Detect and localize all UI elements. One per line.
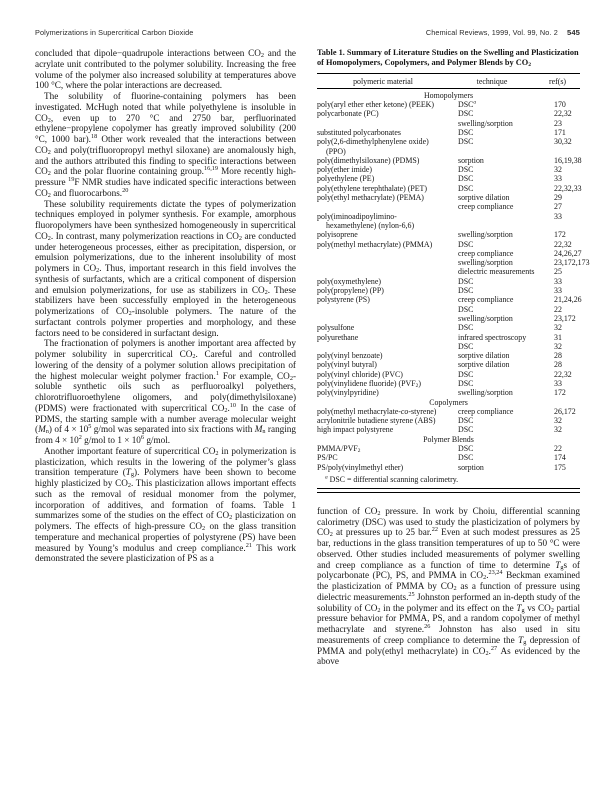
material-cell: poly(2,6-dimethylphenylene oxide) (PPO) — [317, 137, 429, 156]
table-row — [317, 128, 580, 137]
technique-refs-group — [458, 323, 580, 332]
table-section-header: Copolymers — [429, 397, 468, 407]
table-row — [317, 463, 580, 472]
table-entry-line — [458, 360, 580, 369]
table-entry-line — [458, 305, 580, 314]
material-cell: poly(dimethylsiloxane) (PDMS) — [317, 155, 420, 165]
refs-cell: 16,19,38 — [554, 155, 582, 165]
body-paragraph: concluded that dipole−quadrupole interactions between $CO_2$ and the acrylate unit contributed to the polymer solubility. Increasing the free volume of the polymer also increased solubility at temperatures above 100 °C, where the polar interactions are decreased. — [35, 48, 296, 91]
table-row — [317, 109, 580, 128]
material-cell: polysulfone — [317, 323, 355, 333]
refs-cell: 29 — [554, 193, 562, 203]
refs-cell: 172 — [554, 230, 566, 240]
technique-cell: creep compliance — [458, 406, 514, 416]
table-row — [317, 184, 580, 193]
technique-cell: swelling/sorption — [458, 388, 513, 398]
technique-refs-group — [458, 174, 580, 183]
material-cell: polyurethane — [317, 332, 359, 342]
technique-refs-group — [458, 407, 580, 416]
table-entry-line — [458, 425, 580, 434]
technique-refs-group — [458, 286, 580, 295]
refs-cell: 170 — [554, 100, 566, 110]
technique-refs-group — [458, 416, 580, 425]
refs-cell: 30,32 — [554, 137, 572, 147]
table-body — [317, 89, 590, 472]
technique-cell: swelling/sorption — [458, 118, 513, 128]
table-entry-line — [458, 240, 580, 249]
technique-refs-group — [458, 333, 580, 352]
table-entry-line — [458, 100, 580, 109]
technique-cell: DSC — [458, 239, 474, 249]
table-entry-line — [458, 295, 580, 304]
technique-refs-group — [458, 137, 580, 146]
technique-cell: dielectric measurements — [458, 267, 535, 277]
body-paragraph: These solubility requirements dictate the types of polymerization techniques employed in polymer synthesis. For example, amorphous fluoropolymers have been synthesized homogeneously in supercritical $CO_2$. In contrast, many polymerization reactions in $CO_2$ are conducted under heterogeneous processes, either as precipitation, dispersion, or emulsion polymerizations, due to the inherent insolubility of most polymers in $CO_2$. Thus, important research in this field involves the synthesis of surfactants, which are a critical component of dispersion and emulsion polymerizations, for use as stabilizers in $CO_2$. These stabilizers have been successfully employed in the heterogeneous polymerizations of $CO_2$-insoluble polymers. The nature of the surfactant controls polymer properties and morphology, and these factors need to be considered in surfactant design. — [35, 198, 296, 338]
refs-cell: 32 — [554, 323, 562, 333]
technique-cell: DSC$^a$ — [458, 99, 477, 110]
table-column-header — [317, 74, 580, 88]
refs-cell: 32 — [554, 416, 562, 426]
table-row — [317, 286, 580, 295]
table-entry-line — [458, 202, 580, 211]
material-cell: poly(vinyl benzoate) — [317, 351, 383, 361]
table-entry-line — [458, 119, 580, 128]
technique-refs-group — [458, 360, 580, 369]
refs-cell: 23,172 — [554, 313, 576, 323]
material-cell: polyisoprene — [317, 230, 358, 240]
material-cell: poly(vinylidene fluoride) $(PVF_2)$ — [317, 379, 421, 389]
technique-cell: DSC — [458, 127, 474, 137]
page-number: 545 — [567, 28, 580, 37]
refs-cell: 22,32,33 — [554, 183, 582, 193]
table-entry-line — [458, 388, 580, 397]
table-row — [317, 174, 580, 183]
table-row — [317, 100, 580, 109]
table-row — [317, 453, 580, 462]
table-row — [317, 323, 580, 332]
technique-cell: DSC — [458, 416, 474, 426]
refs-cell: 31 — [554, 332, 562, 342]
technique-refs-group — [458, 453, 580, 462]
table-row — [317, 360, 580, 369]
table-row — [317, 416, 580, 425]
material-cell: PMMA/$PVF_2$ — [317, 444, 361, 455]
table-entry-line — [458, 174, 580, 183]
refs-cell: 22,32 — [554, 239, 572, 249]
material-cell: poly(propylene) (PP) — [317, 286, 384, 296]
technique-cell: DSC — [458, 286, 474, 296]
table-row — [317, 425, 580, 434]
technique-cell: swelling/sorption — [458, 230, 513, 240]
table-entry-line — [458, 137, 580, 146]
table-footnote: $^a$ DSC = differential scanning calorimetry. — [325, 474, 459, 484]
table-row — [317, 165, 580, 174]
table-entry-line — [458, 323, 580, 332]
refs-cell: 26,172 — [554, 406, 576, 416]
technique-refs-group — [458, 351, 580, 360]
technique-cell: DSC — [458, 379, 474, 388]
journal-citation-block — [426, 28, 580, 37]
table-section-header: Homopolymers — [423, 90, 474, 100]
material-cell: poly(ethylene terephthalate) (PET) — [317, 183, 427, 193]
refs-cell: 172 — [554, 388, 566, 398]
technique-refs-group — [458, 109, 580, 128]
technique-refs-group — [458, 425, 580, 434]
table-entry-line — [458, 453, 580, 462]
material-cell: poly(ether imide) — [317, 165, 372, 175]
table-row — [317, 388, 580, 397]
body-paragraph: The fractionation of polymers is another important area affected by polymer solubility in supercritical $CO_2$. Careful and controlled lowering of the density of a polymer solution allows precipitation of the highest molecular weight polymer fraction.$^1$ For example, $CO_2$-soluble synthetic oils such as perfluoroalkyl polyethers, chlorotrifluoroethylene oligomers, and poly(dimethylsiloxane) (PDMS) were fractionated with supercritical $CO_2.^{10}$ In the case of PDMS, the starting sample with a number average molecular weight $(M_n)$ of $4 \times 10^5$ g/mol was separated into six fractions with $M_n$ ranging from $4 \times 10^2$ g/mol to $1 \times 10^6$ g/mol. — [35, 338, 296, 445]
refs-cell: 23,172,173 — [554, 258, 590, 268]
column-header-material: polymeric material — [353, 76, 413, 86]
technique-refs-group — [458, 230, 580, 239]
technique-cell: DSC — [458, 174, 474, 184]
table-row — [317, 193, 580, 212]
refs-cell: 25 — [554, 267, 562, 277]
material-cell: poly(vinyl butyral) — [317, 360, 377, 370]
table-entry-line — [458, 156, 580, 165]
refs-cell: 33 — [554, 174, 562, 184]
material-cell: PS/PC — [317, 453, 338, 463]
table-title: Table 1. Summary of Literature Studies on the Swelling and Plasticization of Homopolymers, Copolymers, and Polymer Blends by $CO_2$ — [317, 48, 579, 69]
technique-refs-group — [458, 100, 580, 109]
technique-cell: DSC — [458, 323, 474, 333]
table-entry-line — [458, 230, 580, 239]
table-entry-line — [458, 277, 580, 286]
material-cell: polystyrene (PS) — [317, 295, 370, 305]
technique-cell: creep compliance — [458, 295, 514, 305]
technique-cell: DSC — [458, 304, 474, 314]
table-row — [317, 407, 580, 416]
right-column — [317, 48, 590, 667]
technique-cell: infrared spectroscopy — [458, 332, 527, 342]
left-column — [35, 48, 296, 564]
table-row — [317, 295, 580, 323]
technique-refs-group — [458, 165, 580, 174]
technique-refs-group — [458, 193, 580, 212]
right-column-paragraphs — [317, 506, 580, 667]
refs-cell: 33 — [554, 211, 562, 221]
refs-cell: 22,32 — [554, 369, 572, 379]
technique-cell: swelling/sorption — [458, 313, 513, 323]
refs-cell: 28 — [554, 351, 562, 361]
table-entry-line — [458, 379, 580, 388]
table-entry-line — [458, 165, 580, 174]
table-row — [317, 370, 580, 379]
table-entry-line — [458, 249, 580, 258]
technique-cell: DSC — [458, 341, 474, 351]
material-cell: poly(methyl methacrylate-co-styrene) — [317, 406, 437, 416]
technique-cell: DSC — [458, 109, 474, 119]
table-row — [317, 277, 580, 286]
technique-cell: DSC — [458, 183, 474, 193]
refs-cell: 171 — [554, 127, 566, 137]
technique-refs-group — [458, 239, 590, 277]
table-entry-line — [458, 416, 580, 425]
table-entry-line — [458, 258, 590, 268]
technique-cell: sorption — [458, 462, 484, 472]
material-cell: acrylonitrile butadiene styrene (ABS) — [317, 416, 436, 426]
material-cell: poly(iminoadipoylimino-hexamethylene) (nylon-6,6) — [317, 211, 415, 230]
technique-cell: sorptive dilation — [458, 360, 510, 370]
technique-cell: swelling/sorption — [458, 258, 513, 268]
technique-refs-group — [458, 212, 580, 221]
table-row — [317, 156, 580, 165]
table-entry-line — [458, 444, 580, 453]
material-cell: poly(aryl ether ether ketone) (PEEK) — [317, 100, 434, 110]
table-row — [317, 239, 590, 277]
technique-cell: DSC — [458, 165, 474, 175]
table-row — [317, 444, 580, 453]
technique-refs-group — [458, 156, 580, 165]
technique-cell — [458, 212, 552, 221]
technique-refs-group — [458, 379, 580, 388]
technique-cell: DSC — [458, 453, 474, 463]
refs-cell: 28 — [554, 360, 562, 370]
technique-refs-group — [458, 128, 580, 137]
left-column-paragraphs — [35, 48, 296, 564]
refs-cell: 24,26,27 — [554, 248, 582, 258]
table-entry-line — [458, 193, 580, 202]
table-entry-line — [458, 109, 580, 118]
table-entry-line — [458, 463, 580, 472]
technique-cell: DSC — [458, 137, 474, 147]
technique-cell: DSC — [458, 425, 474, 435]
technique-cell: creep compliance — [458, 248, 514, 258]
technique-cell: DSC — [458, 369, 474, 379]
body-paragraph: Another important feature of supercritical $CO_2$ in polymerization is plasticization, which results in the lowering of the polymer’s glass transition temperature $(T_g)$. Polymers have been shown to become highly plasticized by $CO_2$. This plasticization allows important effects such as the removal of residual monomer from the polymer, incorporation of additives, and formation of foams. Table 1 summarizes some of the studies on the effect of $CO_2$ plasticization on polymers. The effects of high-pressure $CO_2$ on the glass transition temperature and mechanical properties of polystyrene (PS) have been measured by Young’s modulus and creep compliance.$^{21}$ This work demonstrated the severe plasticization of PS as a — [35, 445, 297, 564]
refs-cell: 23 — [554, 118, 562, 128]
material-cell: PS/poly(vinylmethyl ether) — [317, 462, 404, 472]
technique-refs-group — [458, 463, 580, 472]
refs-cell: 175 — [554, 462, 566, 472]
material-cell: poly(methyl methacrylate) (PMMA) — [317, 239, 433, 249]
body-paragraph: The solubility of fluorine-containing polymers has been investigated. McHugh noted that while polyethylene is insoluble in $CO_2$, even up to 270 °C and 2750 bar, perfluorinated ethylene−propylene copolymer has greatly improved solubility (200 °C, 1000 bar).$^{18}$ Other work revealed that the interactions between $CO_2$ and poly(trifluoropropyl methyl siloxane) are anomalously high, and the authors attributed this finding to specific interactions between $CO_2$ and the polar fluorine containing group.$^{16,19}$ More recently high-pressure $^{19}$F NMR studies have indicated specific interactions between $CO_2$ and fluorocarbons.$^{20}$ — [35, 91, 296, 199]
refs-cell: 32 — [554, 165, 562, 175]
table-entry-line — [458, 184, 580, 193]
table-row — [317, 333, 580, 352]
refs-cell: 32 — [554, 425, 562, 435]
technique-cell: DSC — [458, 276, 474, 286]
refs-cell: 27 — [554, 202, 562, 212]
refs-cell: 22 — [554, 444, 562, 454]
running-title: Polymerizations in Supercritical Carbon Dioxide — [35, 28, 194, 37]
material-cell: substituted polycarbonates — [317, 127, 401, 137]
technique-cell: sorption — [458, 155, 484, 165]
table-entry-line — [458, 212, 580, 221]
table-entry-line — [458, 407, 580, 416]
table-entry-line — [458, 333, 580, 342]
technique-cell: DSC — [458, 444, 474, 454]
refs-cell: 174 — [554, 453, 566, 463]
technique-refs-group — [458, 277, 580, 286]
refs-cell: 22 — [554, 304, 562, 314]
technique-refs-group — [458, 295, 580, 323]
table-entry-line — [458, 128, 580, 137]
table-entry-line — [458, 314, 580, 323]
refs-cell: 21,24,26 — [554, 295, 582, 305]
table-entry-line — [458, 370, 580, 379]
journal-citation: Chemical Reviews, 1999, Vol. 99, No. 2 — [425, 28, 558, 37]
technique-refs-group — [458, 370, 580, 379]
column-header-technique: technique — [476, 76, 508, 86]
material-cell: poly(vinylpyridine) — [317, 388, 379, 398]
technique-cell: sorptive dilation — [458, 351, 510, 361]
material-cell: poly(oxymethylene) — [317, 276, 381, 286]
table-row — [317, 212, 580, 231]
material-cell: high impact polystyrene — [317, 425, 394, 435]
technique-cell: creep compliance — [458, 202, 514, 212]
table-row — [317, 230, 580, 239]
table-section-header: Polymer Blends — [423, 434, 474, 444]
table-entry-line — [458, 351, 580, 360]
refs-cell: 33 — [554, 379, 562, 388]
technique-refs-group — [458, 388, 580, 397]
technique-cell: sorptive dilation — [458, 193, 510, 203]
table-entry-line — [458, 286, 580, 295]
technique-refs-group — [458, 444, 580, 453]
material-cell: poly(vinyl chloride) (PVC) — [317, 369, 403, 379]
refs-cell: 33 — [554, 286, 562, 296]
table-entry-line — [458, 267, 580, 276]
table-entry-line — [458, 342, 580, 351]
body-paragraph: function of $CO_2$ pressure. In work by Choiu, differential scanning calorimetry (DSC) was used to study the plasticization of polymers by $CO_2$ at pressures up to 25 bar.$^{22}$ Even at such modest pressures as 25 bar, reductions in the glass transition temperatures of up to 50 °C were observed. Other studies included measurements of polymer swelling and creep compliance as a function of time to determine $T_gs$ of polycarbonate (PC), PS, and PMMA in $CO_2.^{23,24}$ Beckman examined the plasticization of PMMA by $CO_2$ as a function of pressure using dielectric measurements.$^{25}$ Johnston performed an in-depth study of the solubility of $CO_2$ in the polymer and its effect on the $T_g$ vs $CO_2$ partial pressure behavior for PMMA, PS, and a random copolymer of methyl methacrylate and styrene.$^{26}$ Johnston has also used in situ measurements of creep compliance to determine the $T_g$ depression of PMMA and poly(ethyl methacrylate) in $CO_2.^{27}$ As evidenced by the above — [317, 505, 581, 667]
table-rule-bottom — [317, 488, 580, 493]
material-cell: poly(ethyl methacrylate) (PEMA) — [317, 193, 424, 203]
table-row — [317, 379, 580, 388]
technique-refs-group — [458, 184, 580, 193]
table-row — [317, 137, 580, 156]
material-cell: polycarbonate (PC) — [317, 109, 379, 119]
table-row — [317, 351, 580, 360]
column-header-refs: ref(s) — [548, 76, 567, 86]
refs-cell: 33 — [554, 276, 562, 286]
refs-cell: 22,32 — [554, 109, 572, 119]
refs-cell: 32 — [554, 341, 562, 351]
table-1 — [317, 48, 590, 493]
running-head — [35, 28, 580, 37]
material-cell: polyethylene (PE) — [317, 174, 375, 184]
